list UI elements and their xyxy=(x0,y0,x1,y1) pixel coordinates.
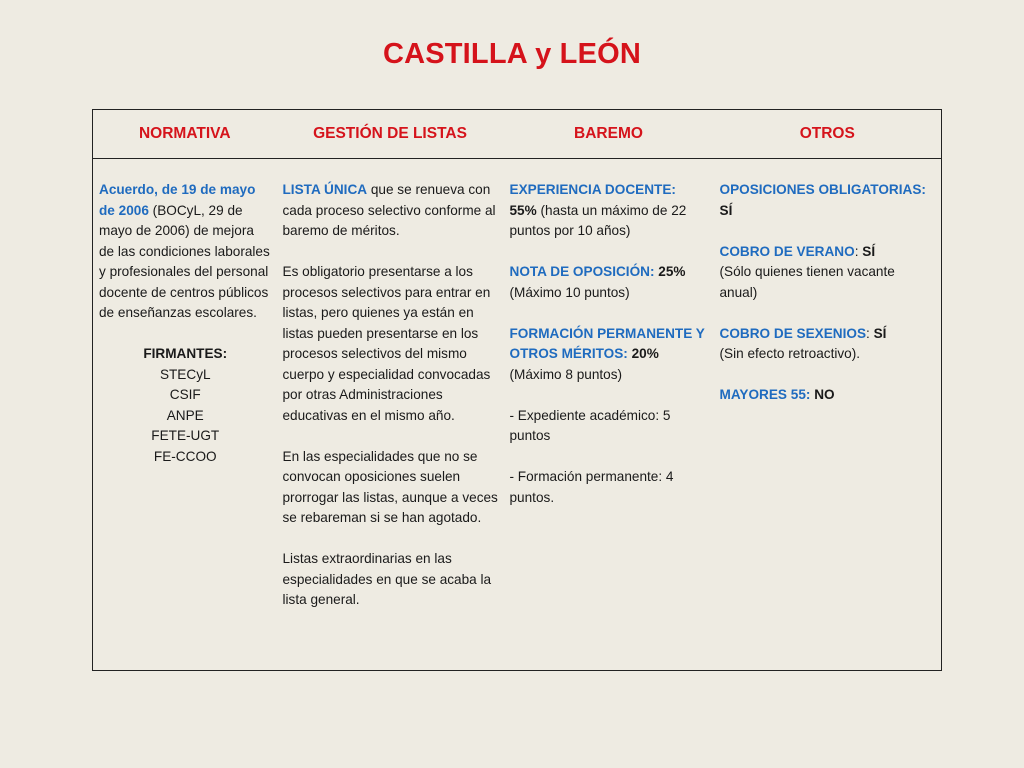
table-row xyxy=(93,159,942,671)
firmante-item: FE-CCOO xyxy=(153,448,217,464)
lista-unica-label: LISTA ÚNICA xyxy=(282,182,368,197)
header-otros: OTROS xyxy=(714,110,942,159)
firmante-item: FETE-UGT xyxy=(151,428,220,443)
firmantes-label: FIRMANTES: xyxy=(143,346,228,361)
oposiciones-text xyxy=(720,180,937,221)
nota-label: NOTA DE OPOSICIÓN: xyxy=(509,264,655,279)
sexenios-note: (Sin efecto retroactivo). xyxy=(719,346,861,361)
gestion-p3: En las especialidades que no se convocan oposiciones suelen prorrogar las listas, aunque a veces se rebareman si se han agotado. xyxy=(282,448,498,525)
experiencia-value: 55% xyxy=(509,202,537,218)
mayores-label: MAYORES 55: xyxy=(719,387,811,402)
acuerdo-text xyxy=(99,180,272,324)
gestion-p1 xyxy=(283,180,499,242)
formacion-text xyxy=(510,324,709,386)
firmante-item: ANPE xyxy=(166,407,204,423)
mayores-value: NO xyxy=(814,387,835,402)
mayores-text xyxy=(720,385,937,406)
header-gestion: GESTIÓN DE LISTAS xyxy=(277,110,504,159)
nota-value: 25% xyxy=(654,264,686,279)
acuerdo-label: Acuerdo, de 19 de mayo de 2006 xyxy=(99,182,256,218)
acuerdo-detail: (BOCyL, 29 de mayo de 2006) de mejora de las condiciones laborales y profesionales del personal docente de centros públicos de enseñanzas escolares. xyxy=(99,202,270,320)
comparison-table xyxy=(92,109,942,671)
header-normativa: NORMATIVA xyxy=(93,110,277,159)
gestion-p4: Listas extraordinarias en las especialidades en que se acaba la lista general. xyxy=(282,551,492,607)
header-baremo: BAREMO xyxy=(504,110,714,159)
lista-unica-detail: que se renueva con cada proceso selectivo conforme al baremo de méritos. xyxy=(282,182,496,238)
page-title: CASTILLA y LEÓN xyxy=(382,38,642,70)
verano-text: COBRO DE VERANO: SÍ (Sólo quienes tienen vacante anual) xyxy=(719,243,895,300)
formacion-detail: (Máximo 8 puntos) xyxy=(509,366,623,382)
cell-normativa xyxy=(93,159,277,671)
nota-detail: (Máximo 10 puntos) xyxy=(509,284,630,300)
firmante-item: STECyL xyxy=(159,366,211,382)
sexenios-text: COBRO DE SEXENIOS: SÍ (Sin efecto retroactivo). xyxy=(719,325,887,361)
formacion-label: FORMACIÓN PERMANENTE Y OTROS MÉRITOS: xyxy=(509,325,705,361)
cell-otros xyxy=(714,159,942,671)
verano-note: (Sólo quienes tienen vacante anual) xyxy=(719,264,895,300)
cell-gestion xyxy=(277,159,504,671)
formacion-permanente-text: - Formación permanente: 4 puntos. xyxy=(509,469,674,505)
gestion-p2: Es obligatorio presentarse a los procesos selectivos para entrar en listas, pero quienes ya están en listas pueden presentarse en los procesos selectivos del mismo cuerpo y especialidad convocadas por otras Administraciones educativas en el mismo año. xyxy=(282,264,491,423)
firmante-item: CSIF xyxy=(169,387,201,402)
verano-value: SÍ xyxy=(862,243,876,259)
sexenios-value: SÍ xyxy=(873,325,887,341)
experiencia-text xyxy=(510,180,709,242)
formacion-value: 20% xyxy=(627,346,659,361)
oposiciones-label: OPOSICIONES OBLIGATORIAS: xyxy=(719,182,926,197)
experiencia-label: EXPERIENCIA DOCENTE: xyxy=(509,182,676,197)
expediente-text: - Expediente académico: 5 puntos xyxy=(509,407,671,443)
oposiciones-value: SÍ xyxy=(719,202,733,218)
table-header-row xyxy=(93,110,942,159)
sexenios-label: COBRO DE SEXENIOS xyxy=(719,325,867,341)
verano-label: COBRO DE VERANO xyxy=(719,243,855,259)
cell-baremo xyxy=(504,159,714,671)
experiencia-detail: (hasta un máximo de 22 puntos por 10 años) xyxy=(509,202,687,238)
firmantes-block xyxy=(99,344,272,467)
nota-text xyxy=(510,262,709,303)
